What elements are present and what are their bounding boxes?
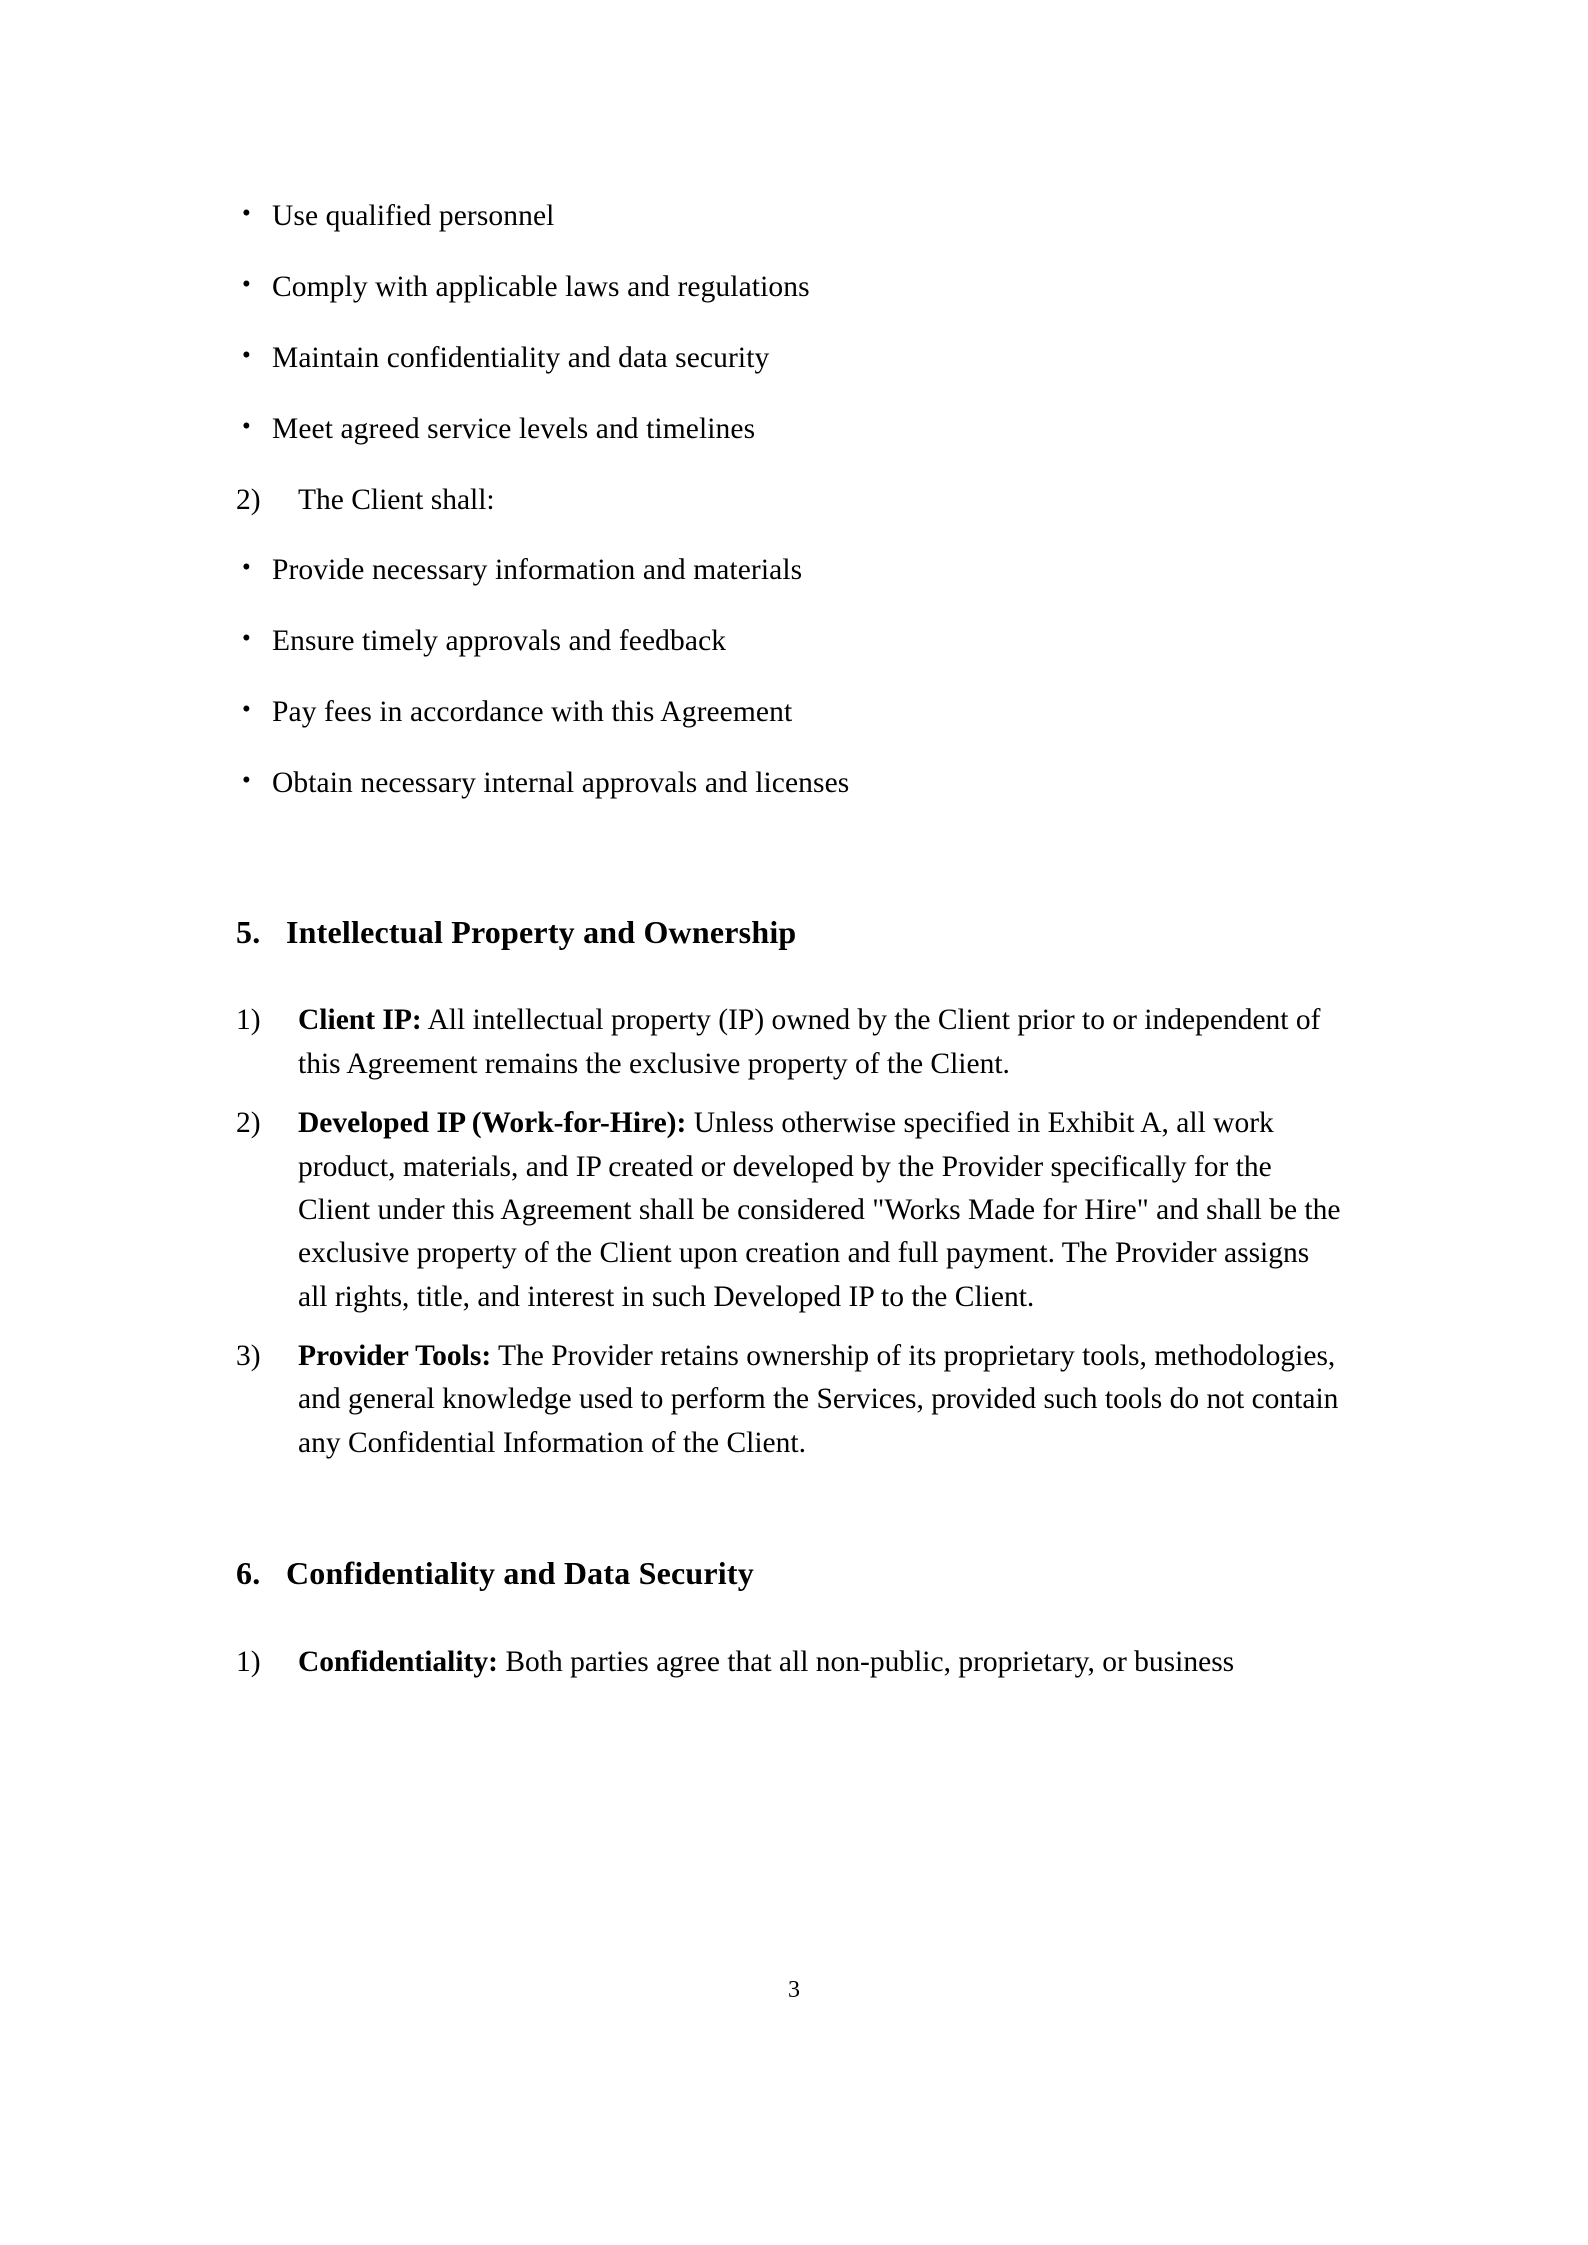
section-number: 5. bbox=[236, 913, 261, 950]
list-marker: 1) bbox=[236, 1004, 261, 1037]
list-item bbox=[236, 550, 1346, 592]
bullet-icon: • bbox=[242, 625, 251, 653]
spacer bbox=[236, 834, 1346, 912]
spacer bbox=[236, 953, 1346, 999]
clause-paragraph bbox=[236, 999, 1346, 1086]
list-item-text: Ensure timely approvals and feedback bbox=[272, 625, 727, 658]
page-content bbox=[236, 196, 1346, 1684]
list-item-text: Maintain confidentiality and data security bbox=[272, 341, 770, 374]
list-item bbox=[236, 763, 1346, 805]
list-item bbox=[236, 338, 1346, 380]
list-marker: 2) bbox=[236, 1107, 261, 1140]
section-heading-5 bbox=[236, 912, 1346, 954]
clause-lead-in: Client IP: bbox=[298, 1004, 422, 1037]
list-item-text: Obtain necessary internal approvals and licenses bbox=[272, 767, 850, 799]
list-item bbox=[236, 267, 1346, 309]
list-marker: 1) bbox=[236, 1645, 261, 1678]
clause-body: The Provider retains ownership of its proprietary tools, methodologies, and general knowledge used to perform the Services, provided such tools do not contain any Confidential Information of the Client. bbox=[298, 1339, 1339, 1459]
list-marker: 2) bbox=[236, 483, 261, 516]
list-item-text: Use qualified personnel bbox=[272, 200, 555, 232]
clause-lead-in: Developed IP (Work-for-Hire): bbox=[298, 1107, 687, 1140]
list-item bbox=[236, 692, 1346, 734]
bullet-icon: • bbox=[242, 767, 251, 794]
list-item-text: Pay fees in accordance with this Agreement bbox=[272, 696, 793, 729]
list-item bbox=[236, 621, 1346, 663]
list-marker: 3) bbox=[236, 1339, 261, 1372]
clause-body: All intellectual property (IP) owned by the Client prior to or independent of this Agreement remains the exclusive property of the Client. bbox=[298, 1004, 1321, 1080]
bullet-icon: • bbox=[242, 554, 251, 582]
bullet-icon: • bbox=[242, 270, 251, 298]
clause-lead-in: Provider Tools: bbox=[298, 1339, 492, 1372]
list-item-text: Comply with applicable laws and regulations bbox=[272, 270, 810, 303]
section-title: Intellectual Property and Ownership bbox=[286, 913, 797, 950]
list-item-text: Meet agreed service levels and timelines bbox=[272, 412, 756, 445]
clause-paragraph bbox=[236, 1102, 1346, 1319]
clause-lead-in: Confidentiality: bbox=[298, 1645, 498, 1678]
bullet-icon: • bbox=[242, 341, 251, 369]
client-obligations-lead bbox=[236, 480, 1346, 522]
clause-paragraph bbox=[236, 1335, 1346, 1465]
list-item bbox=[236, 196, 1346, 238]
client-obligations-list bbox=[236, 550, 1346, 805]
bullet-icon: • bbox=[242, 200, 251, 227]
clause-paragraph bbox=[236, 1641, 1346, 1684]
section-number: 6. bbox=[236, 1555, 261, 1592]
bullet-icon: • bbox=[242, 412, 251, 440]
provider-obligations-list bbox=[236, 196, 1346, 451]
section-title: Confidentiality and Data Security bbox=[286, 1555, 754, 1592]
spacer bbox=[236, 1319, 1346, 1335]
section-heading-6 bbox=[236, 1553, 1346, 1595]
bullet-icon: • bbox=[242, 696, 251, 724]
spacer bbox=[236, 1465, 1346, 1553]
clause-body: Both parties agree that all non-public, proprietary, or business bbox=[497, 1645, 1235, 1678]
list-item bbox=[236, 409, 1346, 451]
list-item-text: Provide necessary information and materials bbox=[272, 554, 803, 587]
spacer bbox=[236, 1595, 1346, 1641]
list-item-text: The Client shall: bbox=[298, 483, 495, 516]
spacer bbox=[236, 1086, 1346, 1102]
clause-body: Unless otherwise specified in Exhibit A, all work product, materials, and IP created or developed by the Provider specifically for the Client under this Agreement shall be considered "Works Made for Hire" and shall be the exclusive property of the Client upon creation and full payment. The Provider assigns all rights, title, and interest in such Developed IP to the Client. bbox=[298, 1107, 1341, 1313]
page-number: 3 bbox=[788, 1977, 800, 2003]
